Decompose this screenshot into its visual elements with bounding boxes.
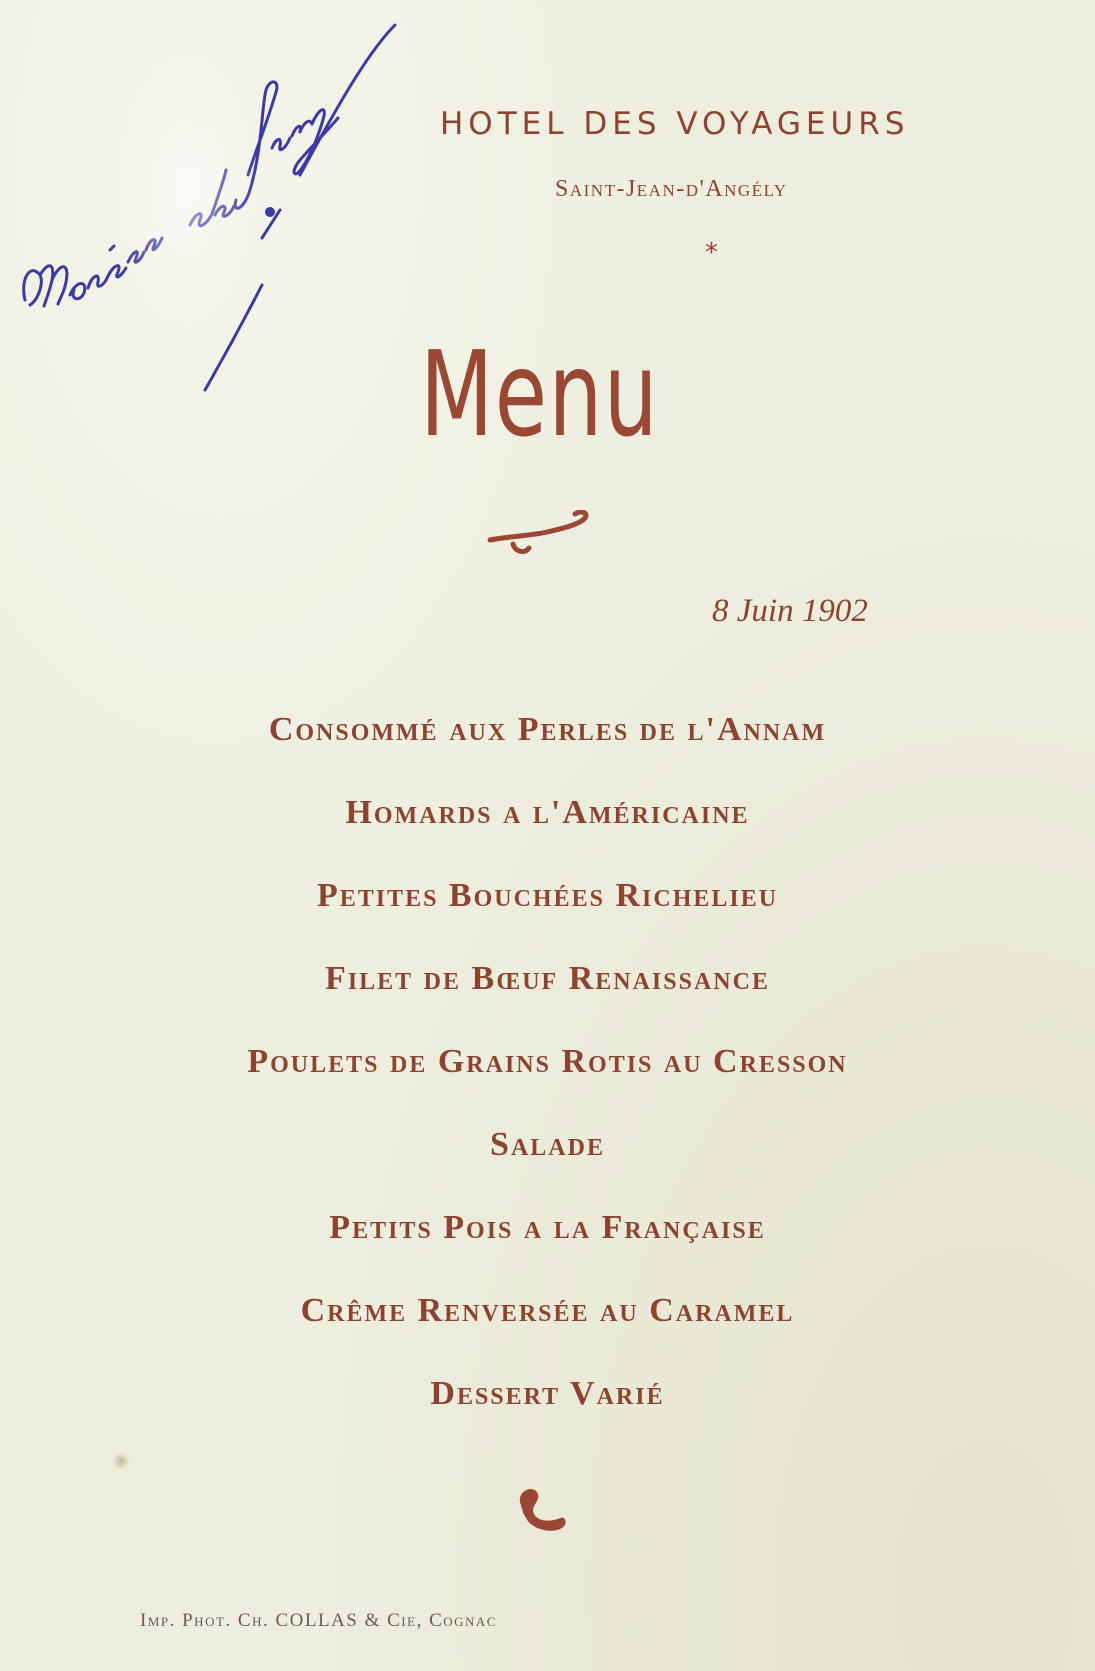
- printer-credit: Imp. Phot. Ch. COLLAS & Cie, Cognac: [140, 1610, 497, 1631]
- course-list: [0, 705, 1095, 1452]
- course-item: Petits Pois a la Française: [329, 1209, 766, 1246]
- flourish-ornament: [485, 510, 595, 560]
- menu-date: 8 Juin 1902: [712, 593, 868, 629]
- course-item: Petites Bouchées Richelieu: [316, 877, 779, 914]
- star-ornament: *: [705, 238, 718, 268]
- menu-title: Menu: [420, 325, 660, 463]
- course-item: Poulets de Grains Rotis au Cresson: [247, 1043, 848, 1080]
- course-item: Homards a l'Américaine: [345, 794, 750, 831]
- course-item: Filet de Bœuf Renaissance: [325, 960, 770, 997]
- paper-smudge: [110, 40, 260, 340]
- hotel-name: HOTEL DES VOYAGEURS: [440, 106, 910, 142]
- town-name: Saint-Jean-d'Angély: [555, 176, 788, 202]
- course-item: Consommé aux Perles de l'Annam: [268, 711, 827, 748]
- course-item: Dessert Varié: [430, 1375, 665, 1412]
- course-item: Crême Renversée au Caramel: [300, 1292, 795, 1329]
- end-ornament: [512, 1478, 572, 1538]
- course-item: Salade: [490, 1126, 605, 1163]
- foxing-spot: [112, 1452, 130, 1470]
